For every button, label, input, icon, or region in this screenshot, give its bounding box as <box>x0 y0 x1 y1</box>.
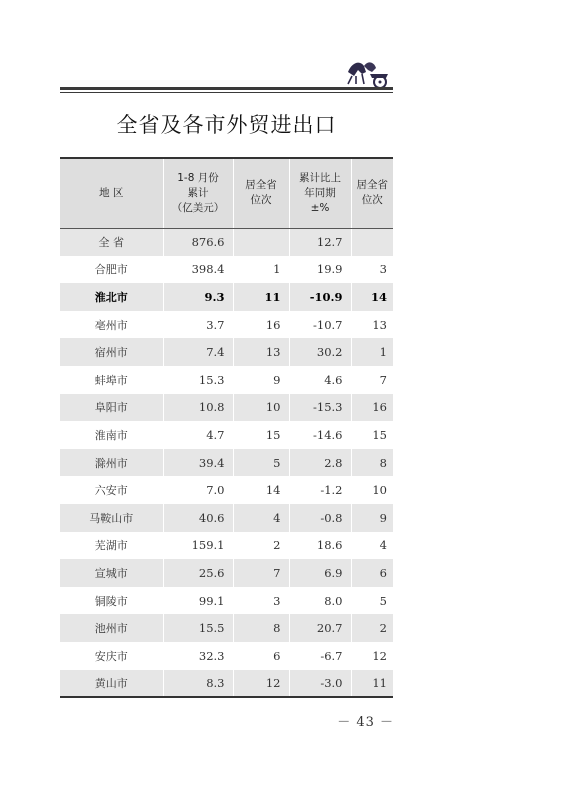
header-rank <box>233 158 289 228</box>
value-cell: 9.3 <box>163 283 233 311</box>
change-rank-cell: 3 <box>351 256 393 284</box>
header-line: ±% <box>310 201 330 214</box>
value-cell: 4.7 <box>163 421 233 449</box>
change-rank-cell: 6 <box>351 559 393 587</box>
rank-cell: 6 <box>233 642 289 670</box>
change-rank-cell: 1 <box>351 338 393 366</box>
header-line: 1-8 月份 <box>177 171 219 184</box>
value-cell: 398.4 <box>163 256 233 284</box>
value-cell: 159.1 <box>163 532 233 560</box>
change-rank-cell: 10 <box>351 476 393 504</box>
table-row <box>60 504 393 532</box>
change-rank-cell: 14 <box>351 283 393 311</box>
trade-table <box>60 157 393 698</box>
rank-cell: 12 <box>233 670 289 698</box>
change-cell: 19.9 <box>289 256 351 284</box>
change-rank-cell: 15 <box>351 421 393 449</box>
value-cell: 7.4 <box>163 338 233 366</box>
region-cell: 安庆市 <box>94 649 128 663</box>
region-cell: 滁州市 <box>94 456 128 470</box>
change-cell: 4.6 <box>289 366 351 394</box>
change-rank-cell: 4 <box>351 532 393 560</box>
table-row <box>60 338 393 366</box>
header-region <box>60 158 163 228</box>
region-cell: 全 省 <box>98 236 124 250</box>
table-row <box>60 449 393 477</box>
header-line: 位次 <box>361 194 383 207</box>
value-cell: 7.0 <box>163 476 233 504</box>
value-cell: 3.7 <box>163 311 233 339</box>
value-cell: 39.4 <box>163 449 233 477</box>
region-cell: 铜陵市 <box>94 594 128 608</box>
change-cell: -1.2 <box>289 476 351 504</box>
rank-cell: 14 <box>233 476 289 504</box>
change-cell: -6.7 <box>289 642 351 670</box>
rank-cell: 2 <box>233 532 289 560</box>
table-row <box>60 421 393 449</box>
rank-cell: 15 <box>233 421 289 449</box>
change-rank-cell: 11 <box>351 670 393 698</box>
header-line: 年同期 <box>304 186 336 199</box>
change-cell: -10.7 <box>289 311 351 339</box>
change-rank-cell: 5 <box>351 587 393 615</box>
trade-table-container <box>60 157 393 698</box>
header-change-rank <box>351 158 393 228</box>
change-cell: 6.9 <box>289 559 351 587</box>
rank-cell: 1 <box>233 256 289 284</box>
region-cell: 黄山市 <box>60 670 163 698</box>
header-row <box>60 158 393 228</box>
rank-cell: 4 <box>233 504 289 532</box>
change-cell: 2.8 <box>289 449 351 477</box>
header-line: 累计 <box>187 186 209 199</box>
table-row <box>60 670 393 698</box>
change-rank-cell: 16 <box>351 394 393 422</box>
change-rank-cell <box>351 228 393 256</box>
rank-cell: 13 <box>233 338 289 366</box>
change-cell: 20.7 <box>289 614 351 642</box>
header-rule <box>60 87 393 90</box>
header-line: （亿美元） <box>171 201 225 214</box>
value-cell: 10.8 <box>163 394 233 422</box>
header-rule-thin <box>60 92 393 93</box>
region-cell: 合肥市 <box>94 263 128 277</box>
value-cell: 32.3 <box>163 642 233 670</box>
rank-cell: 11 <box>233 283 289 311</box>
table-row <box>60 256 393 284</box>
region-cell: 马鞍山市 <box>89 511 134 525</box>
value-cell: 40.6 <box>163 504 233 532</box>
header-value <box>163 158 233 228</box>
value-cell: 8.3 <box>163 670 233 698</box>
region-cell: 宿州市 <box>94 346 128 360</box>
header-line: 地 区 <box>99 186 124 199</box>
change-cell: -10.9 <box>289 283 351 311</box>
region-cell: 芜湖市 <box>94 539 128 553</box>
change-rank-cell: 2 <box>351 614 393 642</box>
table-row <box>60 283 393 311</box>
rank-cell: 3 <box>233 587 289 615</box>
header-line: 居全省 <box>245 179 277 192</box>
region-cell: 宣城市 <box>94 566 128 580</box>
region-cell: 淮北市 <box>94 290 128 304</box>
value-cell: 15.5 <box>163 614 233 642</box>
rank-cell: 7 <box>233 559 289 587</box>
region-cell: 池州市 <box>94 622 128 636</box>
change-rank-cell: 9 <box>351 504 393 532</box>
rank-cell: 16 <box>233 311 289 339</box>
change-rank-cell: 8 <box>351 449 393 477</box>
change-rank-cell: 12 <box>351 642 393 670</box>
value-cell: 99.1 <box>163 587 233 615</box>
change-cell: 8.0 <box>289 587 351 615</box>
table-row <box>60 559 393 587</box>
region-cell: 亳州市 <box>94 318 128 332</box>
header-line: 位次 <box>250 194 272 207</box>
page-number: － 43 － <box>337 715 394 730</box>
region-cell: 阜阳市 <box>94 401 128 415</box>
table-row <box>60 587 393 615</box>
header-line: 居全省 <box>356 179 388 192</box>
rank-cell: 10 <box>233 394 289 422</box>
change-cell: 12.7 <box>289 228 351 256</box>
page-title: 全省及各市外贸进出口 <box>116 113 337 137</box>
value-cell: 876.6 <box>163 228 233 256</box>
region-cell: 蚌埠市 <box>94 373 128 387</box>
value-cell: 25.6 <box>163 559 233 587</box>
table-row <box>60 311 393 339</box>
change-cell: -15.3 <box>289 394 351 422</box>
change-cell: -14.6 <box>289 421 351 449</box>
region-cell: 淮南市 <box>94 428 128 442</box>
table-row <box>60 394 393 422</box>
header-line: 累计比上 <box>299 171 341 184</box>
header-change <box>289 158 351 228</box>
region-cell: 六安市 <box>94 484 128 498</box>
table-body <box>60 228 393 697</box>
table-row <box>60 532 393 560</box>
table-header <box>60 158 393 228</box>
rank-cell: 5 <box>233 449 289 477</box>
chariot-logo <box>344 56 392 90</box>
change-cell: -3.0 <box>289 670 351 698</box>
change-cell: 30.2 <box>289 338 351 366</box>
change-cell: 18.6 <box>289 532 351 560</box>
table-row <box>60 642 393 670</box>
change-rank-cell: 13 <box>351 311 393 339</box>
rank-cell <box>233 228 289 256</box>
table-row <box>60 366 393 394</box>
value-cell: 15.3 <box>163 366 233 394</box>
change-cell: -0.8 <box>289 504 351 532</box>
table-row <box>60 476 393 504</box>
rank-cell: 9 <box>233 366 289 394</box>
rank-cell: 8 <box>233 614 289 642</box>
change-rank-cell: 7 <box>351 366 393 394</box>
table-row <box>60 614 393 642</box>
table-row <box>60 228 393 256</box>
